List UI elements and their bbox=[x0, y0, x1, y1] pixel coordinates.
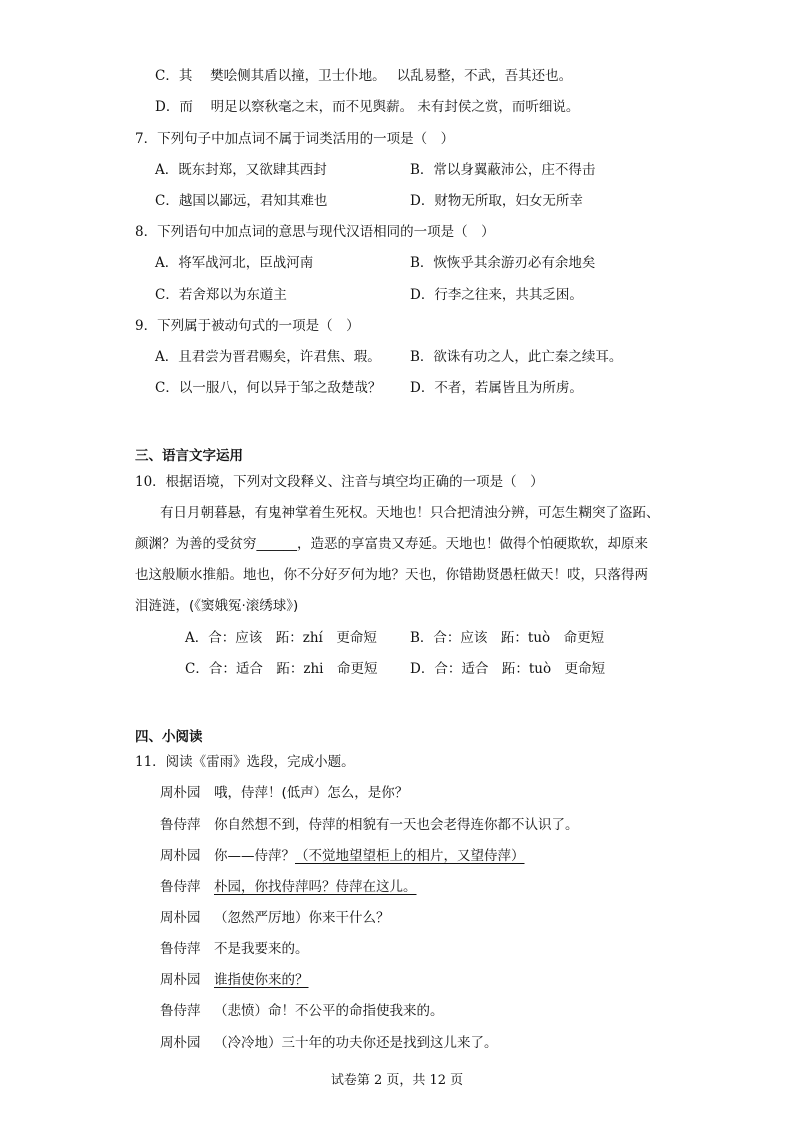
q8-option-d: D．行李之往来，共其乏困。 bbox=[410, 287, 583, 303]
q8-option-c: C．若舍郑以为东道主 bbox=[155, 287, 287, 303]
dialogue-line bbox=[160, 1001, 444, 1021]
q7-option-a: A．既东封郑，又欲肆其西封 bbox=[155, 162, 327, 178]
q7-option-d: D．财物无所取，妇女无所幸 bbox=[410, 193, 583, 209]
q9-option-d: D．不者，若属皆且为所虏。 bbox=[410, 380, 583, 396]
q10-option-a: A．合：应该 跖：zhí 更命短 bbox=[185, 630, 377, 646]
q8-option-b: B．恢恢乎其余游刃必有余地矣 bbox=[410, 255, 596, 271]
speaker-name: 周朴园 bbox=[160, 910, 201, 926]
q10-passage-line-1: 有日月朝暮悬，有鬼神掌着生死权。天地也！只合把清浊分辨，可怎生糊突了盗跖、 bbox=[160, 505, 660, 521]
q10-passage-text: ，造恶的享富贵又寿延。天地也！做得个怕硬欺软，却原来 bbox=[297, 536, 648, 552]
dialogue-text: 哦，侍萍！(低声）怎么，是你？ bbox=[214, 785, 409, 801]
q10-passage-line-2 bbox=[135, 534, 648, 554]
q10-option-d: D．合：适合 跖：tuò 更命短 bbox=[410, 661, 606, 677]
dialogue-line bbox=[160, 908, 390, 928]
speaker-name: 周朴园 bbox=[160, 1035, 201, 1051]
q7-option-b: B．常以身翼蔽沛公，庄不得击 bbox=[410, 162, 596, 178]
q8-stem: 8．下列语句中加点词的意思与现代汉语相同的一项是（ ） bbox=[135, 224, 495, 240]
speaker-name: 鲁侍萍 bbox=[160, 879, 201, 895]
q11-stem: 11．阅读《雷雨》选段，完成小题。 bbox=[135, 754, 355, 770]
page-footer: 试卷第 2 页，共 12 页 bbox=[330, 1073, 464, 1088]
dialogue-text: （忽然严厉地）你来干什么？ bbox=[214, 910, 390, 926]
q8-option-a: A．将军战河北，臣战河南 bbox=[155, 255, 314, 271]
q10-option-b: B．合：应该 跖：tuò 命更短 bbox=[410, 630, 605, 646]
q6-option-c: C．其 樊哙侧其盾以撞，卫士仆地。 以乱易整，不武，吾其还也。 bbox=[155, 68, 573, 84]
q9-option-a: A．且君尝为晋君赐矣，许君焦、瑕。 bbox=[155, 349, 381, 365]
dialogue-line bbox=[160, 846, 525, 866]
q7-stem: 7．下列句子中加点词不属于词类活用的一项是（ ） bbox=[135, 131, 455, 147]
dialogue-line bbox=[160, 970, 309, 990]
q7-option-c: C．越国以鄙远，君知其难也 bbox=[155, 193, 328, 209]
speaker-name: 周朴园 bbox=[160, 972, 201, 988]
speaker-name: 鲁侍萍 bbox=[160, 817, 201, 833]
q10-passage-text: 颜渊？为善的受贫穷 bbox=[135, 536, 257, 552]
q9-stem: 9．下列属于被动句式的一项是（ ） bbox=[135, 318, 360, 334]
q9-option-c: C．以一服八，何以异于邹之敌楚哉？ bbox=[155, 380, 382, 396]
dialogue-underlined-text: 谁指使你来的？ bbox=[214, 972, 309, 988]
speaker-name: 周朴园 bbox=[160, 785, 201, 801]
dialogue-text: 你自然想不到，侍萍的相貌有一天也会老得连你都不认识了。 bbox=[214, 817, 579, 833]
q10-passage-line-3: 也这般顺水推船。地也，你不分好歹何为地？天也，你错勘贤愚枉做天！哎，只落得两 bbox=[135, 567, 648, 583]
q10-option-c: C．合：适合 跖：zhi 命更短 bbox=[185, 661, 378, 677]
dialogue-text: 不是我要来的。 bbox=[214, 941, 309, 957]
section-heading-4: 四、小阅读 bbox=[135, 729, 203, 745]
dialogue-text: （悲愤）命！不公平的命指使我来的。 bbox=[214, 1003, 444, 1019]
section-heading-3: 三、语言文字运用 bbox=[135, 448, 243, 464]
dialogue-line bbox=[160, 783, 408, 803]
speaker-name: 鲁侍萍 bbox=[160, 1003, 201, 1019]
dialogue-line bbox=[160, 939, 309, 959]
q6-option-d: D．而 明足以察秋毫之末，而不见舆薪。 未有封侯之赏，而听细说。 bbox=[155, 99, 580, 115]
dialogue-text: （冷冷地）三十年的功夫你还是找到这儿来了。 bbox=[214, 1035, 498, 1051]
dialogue-line bbox=[160, 877, 417, 897]
q10-stem: 10．根据语境，下列对文段释义、注音与填空均正确的一项是（ ） bbox=[135, 474, 544, 490]
dialogue-line bbox=[160, 815, 579, 835]
dialogue-underlined-text: （不觉地望望柜上的相片，又望侍萍） bbox=[295, 848, 525, 864]
dialogue-underlined-text: 朴园，你找侍萍吗？侍萍在这儿。 bbox=[214, 879, 417, 895]
q10-blank: ______ bbox=[256, 536, 297, 552]
q10-passage-line-4: 泪涟涟，(《窦娥冤·滚绣球》) bbox=[135, 598, 299, 614]
speaker-name: 周朴园 bbox=[160, 848, 201, 864]
dialogue-line bbox=[160, 1033, 498, 1053]
speaker-name: 鲁侍萍 bbox=[160, 941, 201, 957]
dialogue-text: 你——侍萍？ bbox=[214, 848, 295, 864]
q9-option-b: B．欲诛有功之人，此亡秦之续耳。 bbox=[410, 349, 623, 365]
